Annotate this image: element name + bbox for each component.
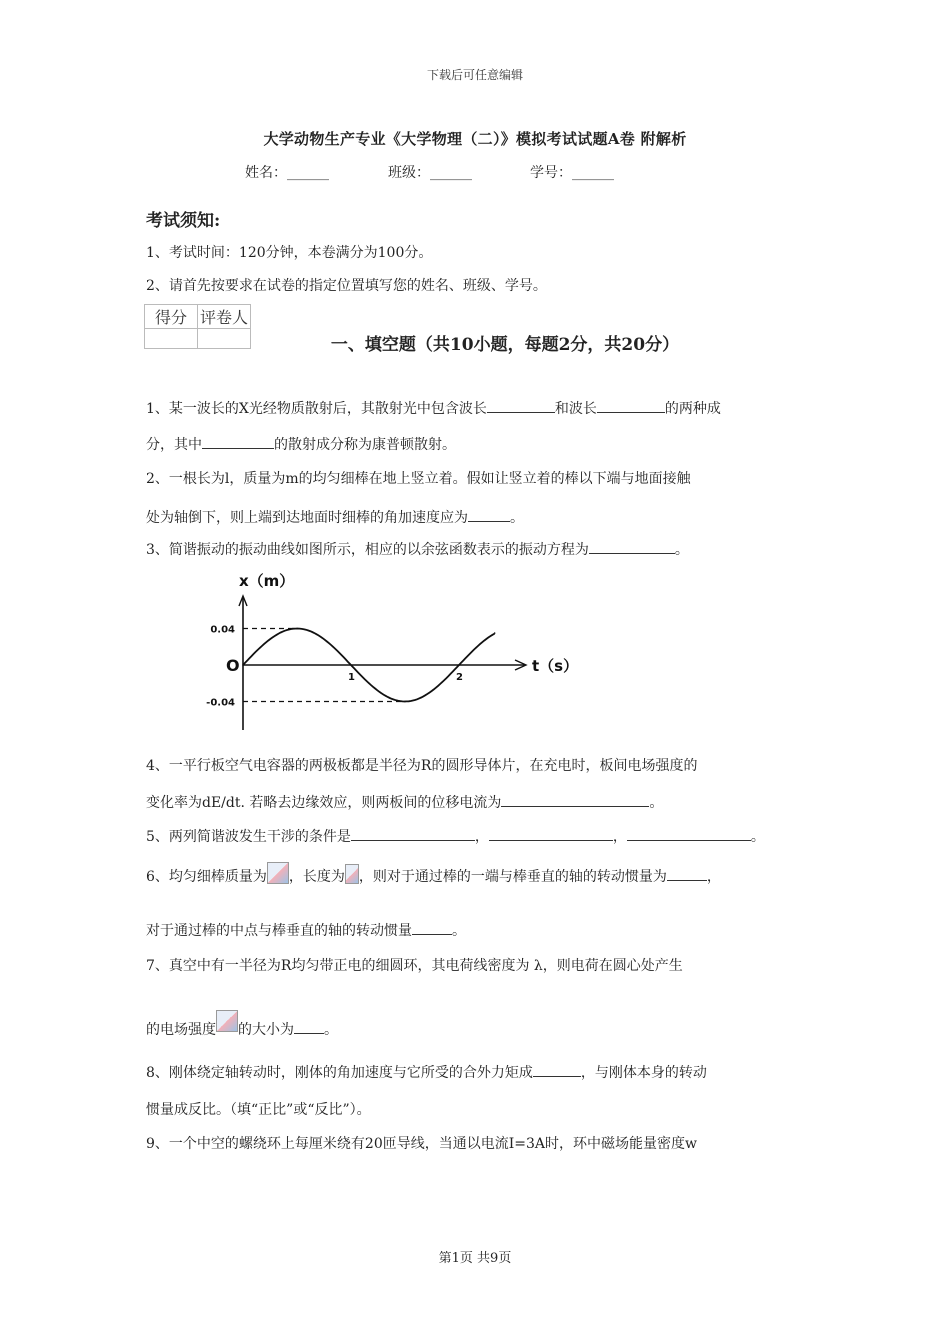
y-tick-label: 0.04 <box>210 624 235 636</box>
question-7-line-1: 7、真空中有一半径为R均匀带正电的细圆环，其电荷线密度为 λ，则电荷在圆心处产生 <box>146 958 683 974</box>
question-4-line-2: 变化率为dE/dt. 若略去边缘效应，则两板间的位移电流为 。 <box>146 795 664 811</box>
question-6-line-1: 6、均匀细棒质量为 ，长度为 ，则对于通过棒的一端与棒垂直的轴的转动惯量为 ， <box>146 862 721 886</box>
notice-item-2: 2、请首先按要求在试卷的指定位置填写您的姓名、班级、学号。 <box>146 278 547 294</box>
x-tick-label: 2 <box>456 672 463 683</box>
answer-blank <box>627 828 751 841</box>
broken-image-icon <box>345 864 359 884</box>
question-2-line-1: 2、一根长为l，质量为m的均匀细棒在地上竖立着。假如让竖立着的棒以下端与地面接触 <box>146 471 691 487</box>
answer-blank <box>667 868 707 881</box>
question-8-line-2: 惯量成反比。（填“正比”或“反比”）。 <box>146 1102 371 1118</box>
id-field <box>530 162 614 182</box>
class-blank: ______ <box>430 165 472 181</box>
notice-item-1: 1、考试时间：120分钟，本卷满分为100分。 <box>146 245 433 261</box>
name-field <box>245 162 329 182</box>
question-4-line-1: 4、一平行板空气电容器的两极板都是半径为R的圆形导体片，在充电时，板间电场强度的 <box>146 758 698 774</box>
answer-blank <box>501 794 649 807</box>
answer-blank <box>597 400 665 413</box>
notice-heading: 考试须知: <box>146 211 221 231</box>
data-point <box>404 701 406 703</box>
score-header: 得分 <box>145 305 198 329</box>
data-point <box>242 664 244 666</box>
data-point <box>350 664 352 666</box>
name-label: 姓名： <box>245 165 287 181</box>
class-field <box>388 162 472 182</box>
answer-blank <box>589 541 675 554</box>
data-point <box>494 632 496 634</box>
broken-image-icon <box>267 862 289 884</box>
header-note: 下载后可任意编辑 <box>426 68 523 82</box>
y-tick-label: -0.04 <box>206 697 235 709</box>
answer-blank <box>487 400 555 413</box>
answer-blank <box>412 922 452 935</box>
broken-image-icon <box>216 1010 238 1032</box>
data-point <box>296 628 298 630</box>
class-label: 班级： <box>388 165 430 181</box>
question-2-line-2: 处为轴倒下，则上端到达地面时细棒的角加速度应为 。 <box>146 510 524 526</box>
id-blank: ______ <box>572 165 614 181</box>
answer-blank <box>468 509 510 522</box>
answer-blank <box>489 828 613 841</box>
id-label: 学号： <box>530 165 572 181</box>
page-title: 大学动物生产专业《大学物理（二）》模拟考试试题A卷 附解析 <box>263 130 687 148</box>
page-footer: 第1页 共9页 <box>438 1251 512 1266</box>
question-1-line-2: 分，其中 的散射成分称为康普顿散射。 <box>146 437 456 453</box>
grader-header: 评卷人 <box>198 305 251 329</box>
x-tick-label: 1 <box>348 672 355 683</box>
answer-blank <box>294 1021 324 1034</box>
answer-blank <box>351 828 475 841</box>
question-6-line-2: 对于通过棒的中点与棒垂直的轴的转动惯量 。 <box>146 923 466 939</box>
section-title: 一、填空题（共10小题，每题2分，共20分） <box>330 335 680 355</box>
question-1-line-1: 1、某一波长的X光经物质散射后，其散射光中包含波长 和波长 的两种成 <box>146 401 721 417</box>
name-blank: ______ <box>287 165 329 181</box>
question-5: 5、两列简谐波发生干涉的条件是 ， ， 。 <box>146 829 765 845</box>
question-8-line-1: 8、刚体绕定轴转动时，刚体的角加速度与它所受的合外力矩成 ，与刚体本身的转动 <box>146 1065 707 1081</box>
answer-blank <box>533 1064 581 1077</box>
x-axis-label: t（s） <box>532 657 579 675</box>
y-axis-label: x（m） <box>239 572 295 590</box>
vibration-curve-chart <box>195 570 595 740</box>
question-7-line-2: 的电场强度 的大小为 。 <box>146 1010 338 1039</box>
question-9-line-1: 9、一个中空的螺绕环上每厘米绕有20匝导线，当通以电流I=3A时，环中磁场能量密度w <box>146 1136 697 1152</box>
question-3: 3、简谐振动的振动曲线如图所示，相应的以余弦函数表示的振动方程为 。 <box>146 542 689 558</box>
answer-blank <box>202 436 274 449</box>
data-point <box>458 664 460 666</box>
origin-label: O <box>226 656 240 675</box>
